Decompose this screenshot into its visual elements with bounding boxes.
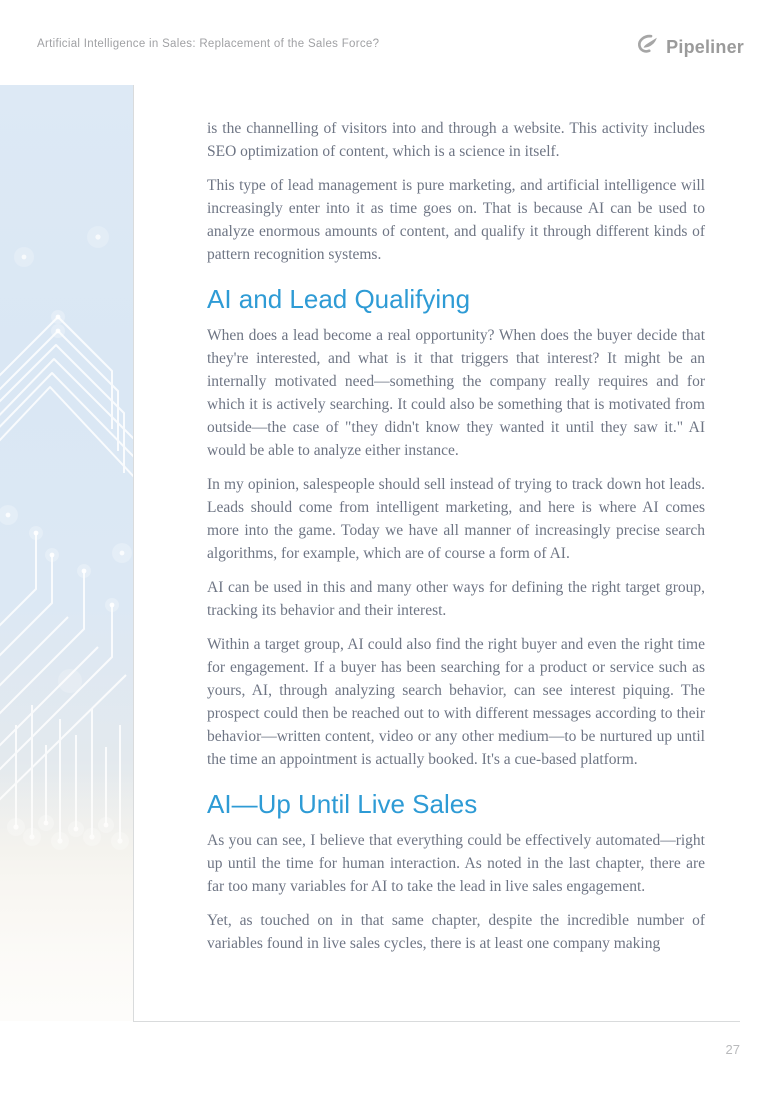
circuit-pattern-graphic [0,85,133,1021]
pipeliner-swirl-icon [636,33,660,62]
page-number: 27 [725,1042,740,1057]
running-head: Artificial Intelligence in Sales: Replacement of the Sales Force? [37,38,380,50]
logo-brand-text: Pipeliner [666,37,744,57]
body-paragraph: In my opinion, salespeople should sell instead of trying to track down hot leads. Leads should come from intelligent marketing, and here is where AI comes more into the game. Today we have all manner of increasingly precise search algorithms, for example, which are of course a form of AI. [207,476,705,562]
section-heading: AI and Lead Qualifying [207,284,471,314]
body-paragraph: is the channelling of visitors into and through a website. This activity includes SEO optimization of content, which is a science in itself. [207,120,705,160]
content-column [207,117,705,966]
body-paragraph: As you can see, I believe that everything could be effectively automated—right up until the time for human interaction. As noted in the last chapter, there are far too many variables for AI to take the lead in live sales engagement. [207,832,705,895]
body-paragraph: When does a lead become a real opportunity? When does the buyer decide that they're interested, and what is it that triggers that interest? It might be an internally motivated need—something the company really requires and for which it is actively searching. It could also be something that is motivated from outside—the case of "they didn't know they wanted it until they saw it." AI would be able to analyze either instance. [207,327,705,459]
pipeliner-logo [636,33,744,62]
body-paragraph: This type of lead management is pure marketing, and artificial intelligence will increasingly enter into it as time goes on. That is because AI can be used to analyze enormous amounts of content, and qualify it through different kinds of pattern recognition systems. [207,177,705,263]
body-paragraph: Within a target group, AI could also find the right buyer and even the right time for engagement. If a buyer has been searching for a product or service such as yours, AI, through analyzing search behavior, can see interest piquing. The prospect could then be reached out to with different messages according to their behavior—written content, video or any other medium—to be nurtured up until the time an appointment is actually booked. It's a cue-based platform. [207,636,705,768]
section-heading: AI—Up Until Live Sales [207,789,478,819]
body-paragraph: Yet, as touched on in that same chapter, despite the incredible number of variables found in live sales cycles, there is at least one company making [207,912,705,952]
content-bottom-border [133,1021,740,1022]
body-paragraph: AI can be used in this and many other ways for defining the right target group, tracking its behavior and their interest. [207,579,705,619]
circuit-decoration-image [0,85,134,1021]
